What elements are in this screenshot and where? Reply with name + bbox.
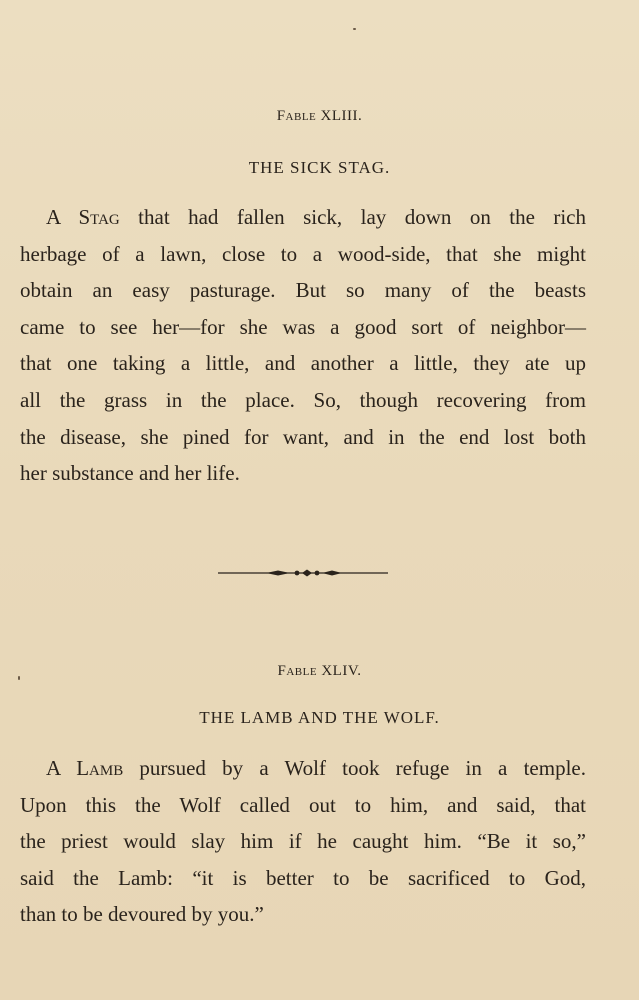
ornamental-divider (218, 566, 388, 580)
text-line: the priest would slay him if he caught him. “Be it so,” (20, 829, 586, 854)
text-line: that one taking a little, and another a little, they ate up (20, 351, 586, 376)
text-line: came to see her—for she was a good sort of neighbor— (20, 314, 586, 339)
text-line: than to be devoured by you.” (20, 902, 264, 927)
fable-title: THE LAMB AND THE WOLF. (199, 708, 440, 727)
fable-number-label: Fable XLIII. (276, 108, 363, 124)
text-line: the disease, she pined for want, and in the end lost both (20, 424, 586, 449)
fable-text (20, 199, 586, 492)
text-line: all the grass in the place. So, though recovering from (20, 387, 586, 412)
text-line: said the Lamb: “it is better to be sacrificed to God, (20, 865, 586, 890)
fable-title: THE SICK STAG. (248, 158, 391, 177)
text-line: obtain an easy pasturage. But so many of the beasts (20, 278, 586, 303)
text-line-lead: A Lamb (46, 756, 124, 780)
text-line-lead: A Stag (46, 205, 120, 229)
text-line-rest: pursued by a Wolf took refuge in a temple. (123, 756, 586, 780)
fable-number-label: Fable XLIV. (277, 663, 362, 679)
paper-speck (353, 28, 356, 30)
text-line (20, 199, 586, 236)
text-line (20, 750, 586, 787)
text-line: her substance and her life. (20, 461, 240, 486)
text-line-rest: that had fallen sick, lay down on the rich (119, 205, 586, 229)
paper-speck (18, 676, 20, 680)
fable-text (20, 750, 586, 933)
text-line: herbage of a lawn, close to a wood-side, that she might (20, 241, 586, 266)
text-line: Upon this the Wolf called out to him, and said, that (20, 792, 586, 817)
